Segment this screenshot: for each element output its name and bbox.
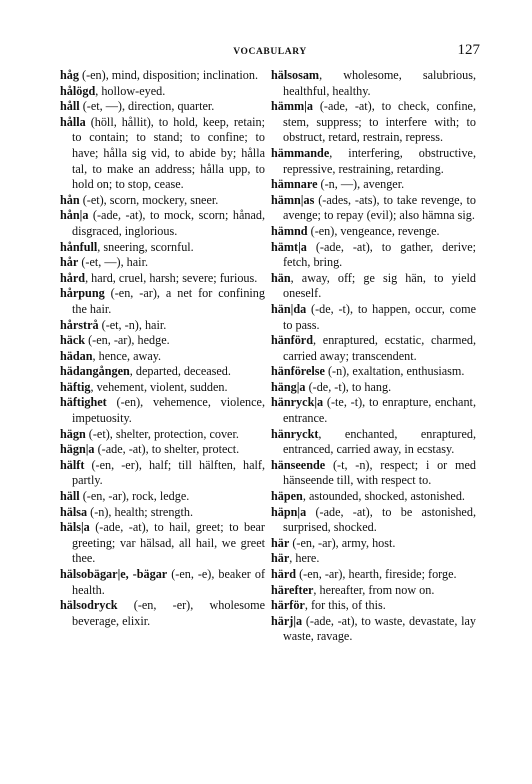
dictionary-entry xyxy=(271,68,476,99)
dictionary-entry xyxy=(60,271,265,287)
entry-headword: hänryck|a xyxy=(271,395,324,410)
entry-definition: (-en, -er), wholesome beverage, elixir. xyxy=(72,598,265,628)
entry-headword: hålla xyxy=(60,114,86,129)
dictionary-entry xyxy=(271,193,476,224)
dictionary-entry xyxy=(60,380,265,396)
entry-definition: (-t, -n), respect; i or med hänseende till, with respect to. xyxy=(283,457,476,488)
dictionary-entry xyxy=(271,395,476,426)
dictionary-entry xyxy=(60,442,265,458)
entry-headword: hädan xyxy=(60,348,93,363)
entry-definition: , enraptured, ecstatic, charmed, carried away; transcendent. xyxy=(283,333,476,363)
right-column xyxy=(271,68,476,645)
entry-definition: (-de, -t), to happen, occur, come to pass. xyxy=(283,301,476,332)
entry-definition: (-et, —), direction, quarter. xyxy=(79,99,215,114)
entry-headword: härför xyxy=(271,598,305,613)
dictionary-entry xyxy=(271,427,476,458)
entry-headword: hänförd xyxy=(271,333,313,348)
entry-definition: (-et, -n), hair. xyxy=(98,317,167,332)
entry-definition: (-n), health; strength. xyxy=(87,504,194,519)
entry-headword: hänförelse xyxy=(271,364,325,379)
entry-headword: hämmande xyxy=(271,145,330,160)
dictionary-entry xyxy=(60,489,265,505)
entry-definition: (-ade, -at), to mock, scorn; hånad, disgraced, inglorious. xyxy=(72,208,265,238)
entry-definition: , wholesome, salubrious, healthful, healthy. xyxy=(283,68,476,98)
dictionary-entry xyxy=(271,240,476,271)
entry-headword: hämn|as xyxy=(271,192,315,207)
entry-headword: hår xyxy=(60,255,79,270)
dictionary-entry xyxy=(60,598,265,629)
entry-headword: hädangången xyxy=(60,364,130,379)
entry-definition: (-ade, -at), to be astonished, surprised, shocked. xyxy=(283,504,476,535)
entry-definition: , hereafter, from now on. xyxy=(313,582,435,597)
entry-definition: (-te, -t), to enrapture, enchant, entrance. xyxy=(283,395,476,426)
entry-headword: hämm|a xyxy=(271,99,313,114)
entry-definition: (-en), mind, disposition; inclination. xyxy=(78,68,259,82)
entry-headword: hårstrå xyxy=(60,317,99,332)
dictionary-entry xyxy=(60,318,265,334)
entry-definition: (-de, -t), to hang. xyxy=(305,379,392,394)
entry-definition: (-en, -ar), rock, ledge. xyxy=(79,489,190,504)
dictionary-entry xyxy=(60,84,265,100)
entry-headword: häls|a xyxy=(60,520,90,535)
entry-headword: hån xyxy=(60,192,80,207)
dictionary-entry xyxy=(60,208,265,239)
entry-headword: häpen xyxy=(271,489,303,504)
entry-definition: (-ades, -ats), to take revenge, to avenge; to repay (evil); also hämna sig. xyxy=(283,192,476,223)
dictionary-entry xyxy=(271,458,476,489)
entry-definition: (-ade, -at), to shelter, protect. xyxy=(94,442,240,457)
dictionary-entry xyxy=(60,505,265,521)
entry-definition: (-ade, -at), to gather, derive; fetch, bring. xyxy=(283,239,476,270)
running-head: VOCABULARY xyxy=(233,47,307,57)
entry-definition: , interfering, obstructive, repressive, restraining, retarding. xyxy=(283,145,476,176)
entry-definition: (-ade, -at), to waste, devastate, lay waste, ravage. xyxy=(283,613,476,644)
dictionary-entry xyxy=(271,489,476,505)
entry-definition: , departed, deceased. xyxy=(129,364,231,379)
entry-headword: hämnare xyxy=(271,177,318,192)
dictionary-entry xyxy=(60,364,265,380)
entry-headword: hämnd xyxy=(271,223,308,238)
entry-headword: hälsodryck xyxy=(60,598,118,613)
entry-headword: här xyxy=(271,551,290,566)
dictionary-entry xyxy=(60,520,265,567)
dictionary-entry xyxy=(60,286,265,317)
entry-headword: håll xyxy=(60,99,80,114)
entry-definition: (-et), shelter, protection, cover. xyxy=(85,426,239,441)
entry-definition: (-en, -ar), hedge. xyxy=(85,333,170,348)
dictionary-entry xyxy=(60,68,265,84)
dictionary-entry xyxy=(60,427,265,443)
dictionary-entry xyxy=(271,224,476,240)
left-column xyxy=(60,68,265,629)
entry-headword: hälft xyxy=(60,457,85,472)
dictionary-entry xyxy=(271,302,476,333)
page-number: 127 xyxy=(457,42,480,58)
entry-definition: , vehement, violent, sudden. xyxy=(90,379,228,394)
entry-definition: (-en, -ar), hearth, fireside; forge. xyxy=(296,567,457,581)
entry-headword: håg xyxy=(60,68,79,82)
dictionary-entry xyxy=(60,255,265,271)
entry-definition: (-et), scorn, mockery, sneer. xyxy=(79,192,219,207)
entry-definition: , hence, away. xyxy=(92,348,162,363)
entry-definition: (-en), vehemence, violence, impetuosity. xyxy=(72,395,265,426)
entry-headword: härj|a xyxy=(271,613,303,628)
entry-headword: häftighet xyxy=(60,395,107,410)
dictionary-entry xyxy=(271,567,476,583)
entry-headword: häpn|a xyxy=(271,504,307,519)
entry-definition: , hollow-eyed. xyxy=(95,83,166,98)
dictionary-entry xyxy=(271,598,476,614)
entry-headword: hårpung xyxy=(60,286,105,301)
entry-headword: hän xyxy=(271,270,291,285)
dictionary-entry xyxy=(271,505,476,536)
entry-headword: hånfull xyxy=(60,239,98,254)
dictionary-entry xyxy=(271,614,476,645)
entry-definition: , enchanted, enraptured, entranced, carried away, in ecstasy. xyxy=(283,426,476,457)
entry-definition: , sneering, scornful. xyxy=(97,239,194,254)
entry-headword: här xyxy=(271,535,290,550)
entry-headword: hägn xyxy=(60,426,86,441)
entry-headword: härd xyxy=(271,567,297,581)
entry-definition: (-en, -ar), army, host. xyxy=(289,535,396,550)
dictionary-entry xyxy=(271,271,476,302)
dictionary-entry xyxy=(60,193,265,209)
entry-headword: häftig xyxy=(60,379,91,394)
entry-definition: (-n, —), avenger. xyxy=(317,177,405,192)
dictionary-entry xyxy=(60,458,265,489)
entry-definition: , for this, of this. xyxy=(304,598,386,613)
entry-definition: , here. xyxy=(289,551,320,566)
entry-definition: (-ade, -at), to check, confine, stem, suppress; to interfere with; to obstruct, retard, restrain, repress. xyxy=(283,99,476,145)
dictionary-entry xyxy=(60,333,265,349)
dictionary-entry xyxy=(271,583,476,599)
entry-headword: hänseende xyxy=(271,457,326,472)
dictionary-entry xyxy=(271,536,476,552)
dictionary-entry xyxy=(60,115,265,193)
entry-headword: hälsa xyxy=(60,504,88,519)
dictionary-entry xyxy=(271,99,476,146)
entry-definition: (-ade, -at), to hail, greet; to bear greeting; var hälsad, all hail, we greet thee. xyxy=(72,520,265,566)
entry-headword: härefter xyxy=(271,582,314,597)
entry-headword: hälsosam xyxy=(271,68,320,82)
dictionary-entry xyxy=(271,364,476,380)
entry-headword: hård xyxy=(60,270,86,285)
entry-definition: (-en, -er), half; till hälften, half, partly. xyxy=(72,457,265,488)
entry-definition: (-en), vengeance, revenge. xyxy=(307,223,440,238)
dictionary-entry xyxy=(60,567,265,598)
dictionary-entry xyxy=(60,240,265,256)
dictionary-entry xyxy=(271,146,476,177)
entry-definition: (-n), exaltation, enthusiasm. xyxy=(324,364,465,379)
entry-headword: häck xyxy=(60,333,86,348)
entry-definition: (-et, —), hair. xyxy=(78,255,148,270)
entry-definition: (höll, hållit), to hold, keep, retain; to contain; to stand; to confine; to have; hålla sig vid, to abide by; hålla tal, to make an address; hålla upp, to hold on; to stop, cease. xyxy=(72,114,265,192)
entry-headword: hägn|a xyxy=(60,442,95,457)
entry-headword: häll xyxy=(60,489,80,504)
entry-definition: (-en, -e), beaker of health. xyxy=(72,567,265,597)
dictionary-entry xyxy=(271,177,476,193)
entry-headword: hänryckt xyxy=(271,426,319,441)
entry-headword: häng|a xyxy=(271,379,306,394)
entry-definition: , away, off; ge sig hän, to yield oneself. xyxy=(283,270,476,301)
dictionary-entry xyxy=(271,333,476,364)
dictionary-entry xyxy=(60,395,265,426)
entry-headword: hämt|a xyxy=(271,239,307,254)
entry-headword: hän|da xyxy=(271,301,307,316)
entry-headword: hån|a xyxy=(60,208,89,223)
entry-headword: hälsobägar|e, -bägar xyxy=(60,567,168,581)
page-header xyxy=(60,42,480,62)
entry-definition: , hard, cruel, harsh; severe; furious. xyxy=(85,270,258,285)
dictionary-entry xyxy=(271,380,476,396)
entry-headword: hålögd xyxy=(60,83,96,98)
dictionary-entry xyxy=(60,349,265,365)
entry-definition: (-en, -ar), a net for confining the hair. xyxy=(72,286,265,316)
dictionary-entry xyxy=(60,99,265,115)
dictionary-entry xyxy=(271,551,476,567)
entry-definition: , astounded, shocked, astonished. xyxy=(302,489,465,504)
